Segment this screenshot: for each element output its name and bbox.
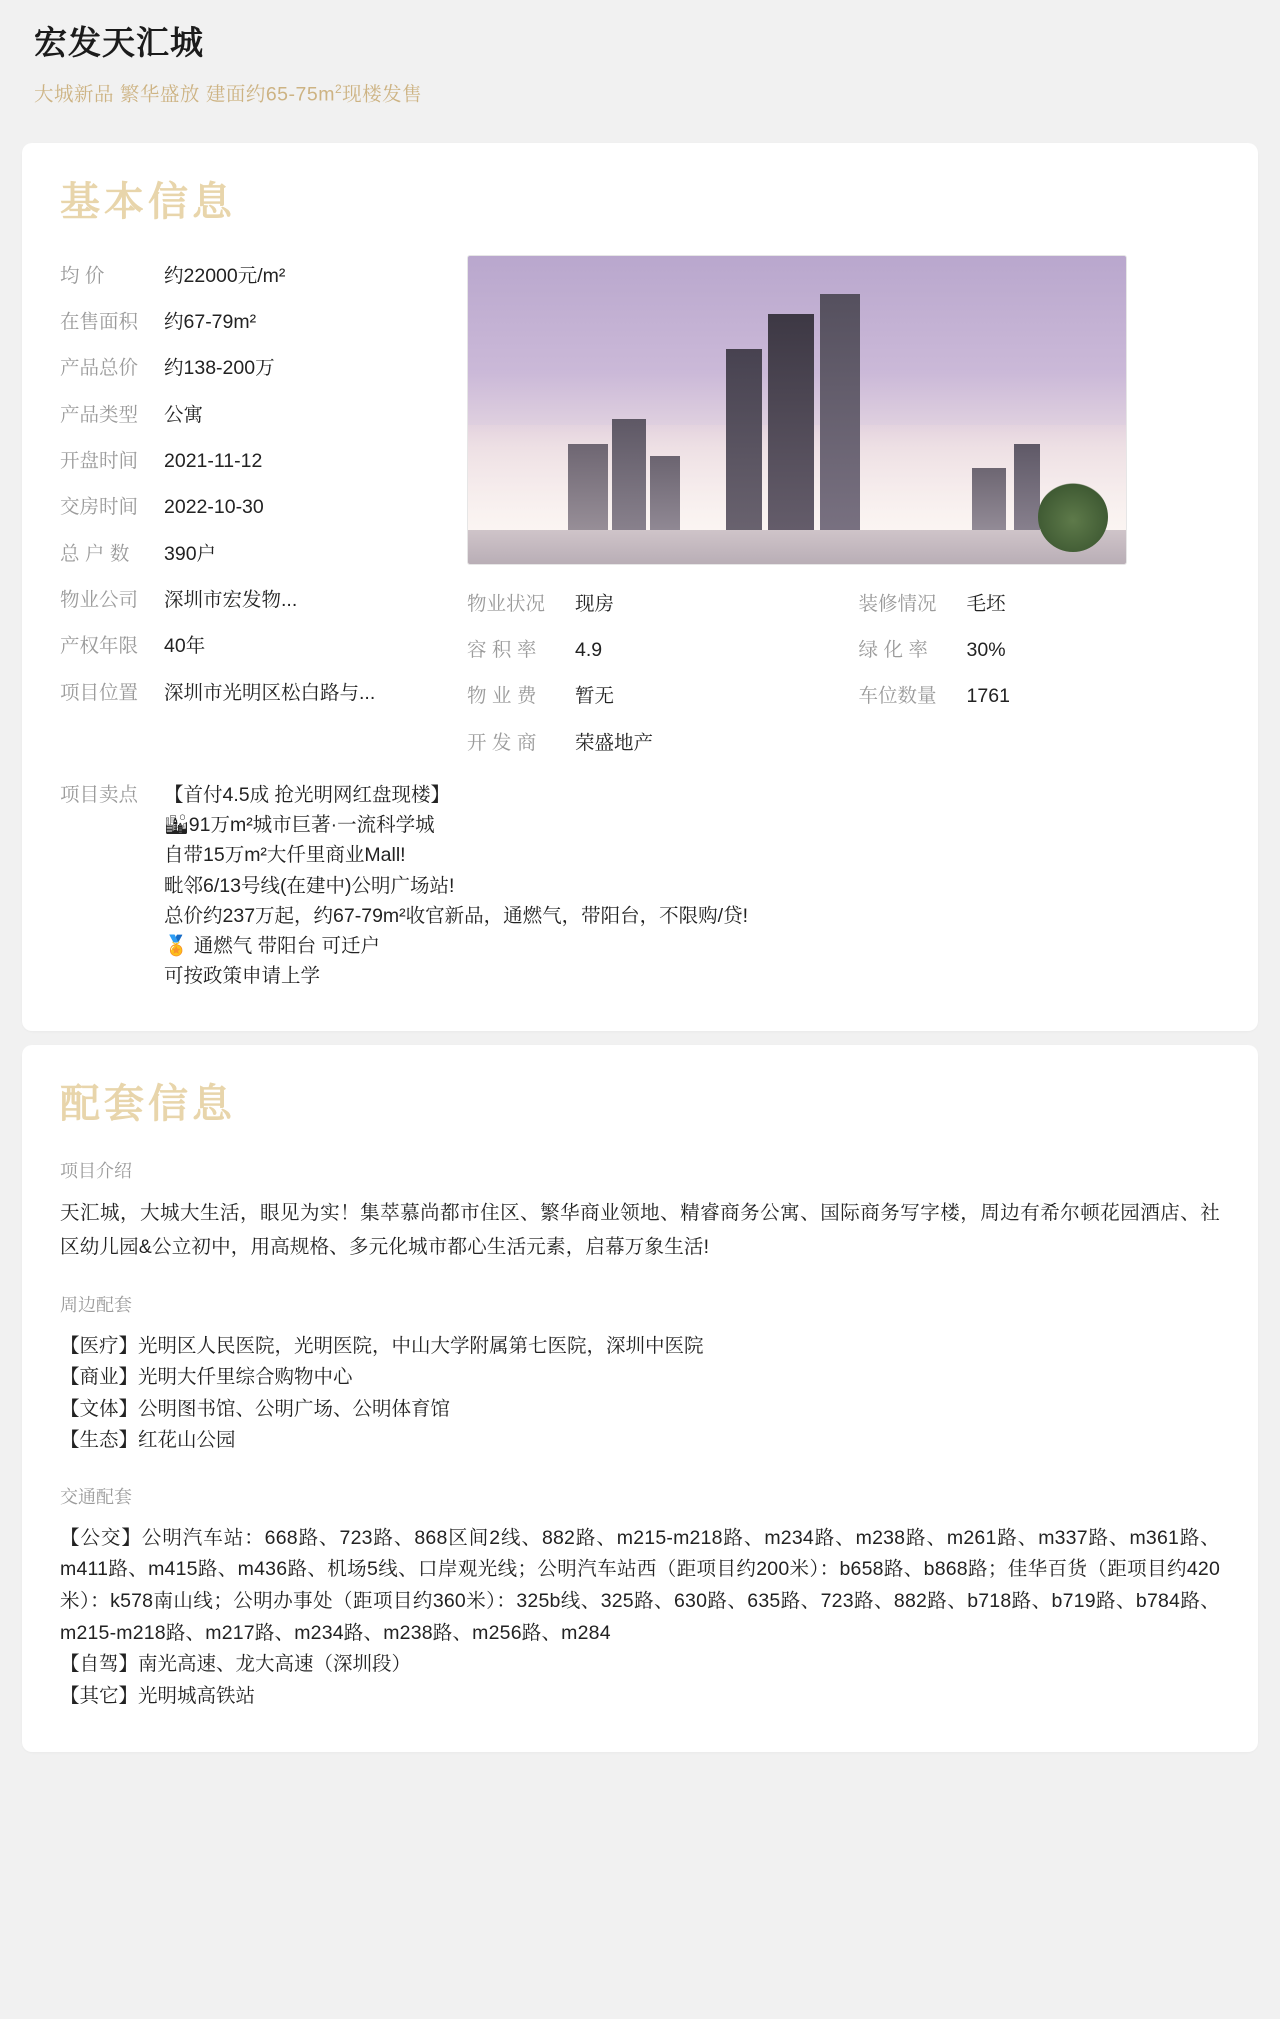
table-row	[60, 541, 455, 567]
row-value: 2022-10-30	[164, 496, 264, 519]
row-label: 产品类型	[60, 403, 139, 426]
list-item: 毗邻6/13号线(在建中)公明广场站!	[164, 874, 455, 897]
tree-icon	[1038, 482, 1108, 552]
selling-points-list	[164, 780, 748, 992]
around-list	[60, 1331, 1220, 1457]
row-value: 2021-11-12	[164, 449, 263, 472]
ground-plane	[468, 530, 1126, 564]
building-silhouette	[768, 314, 814, 564]
list-item: 自带15万m²大仟里商业Mall!	[164, 844, 406, 867]
intro-text: 天汇城，大城大生活，眼见为实！集萃慕尚都市住区、繁华商业领地、精睿商务公寓、国际商务写字楼，周边有希尔顿花园酒店、社区幼儿园&公立初中，用高规格、多元化城市都心生活元素，启幕万象生活!	[60, 1202, 1220, 1258]
row-value: 暂无	[575, 685, 615, 708]
list-item: 可按政策申请上学	[164, 965, 321, 988]
table-row	[60, 633, 455, 659]
table-row	[60, 402, 455, 428]
row-value: 深圳市宏发物...	[164, 588, 298, 611]
row-value: 公寓	[164, 403, 204, 426]
page-subtitle	[34, 81, 1246, 109]
row-value: 4.9	[575, 639, 603, 661]
list-item: 【其它】光明城高铁站	[60, 1684, 256, 1707]
row-label: 物业公司	[60, 588, 139, 611]
row-label: 车位数量	[858, 685, 937, 708]
basic-info-col-b	[859, 591, 1220, 776]
table-row	[859, 637, 1220, 663]
row-label: 产权年限	[60, 635, 139, 658]
row-label: 装修情况	[858, 592, 937, 615]
row-label: 均 价	[60, 264, 105, 287]
basic-info-right-rows	[467, 591, 1220, 776]
table-row	[859, 591, 1220, 617]
table-row	[60, 309, 455, 335]
row-label: 在售面积	[60, 311, 139, 333]
row-label: 物业状况	[467, 592, 546, 615]
row-value: 30%	[966, 639, 1006, 661]
list-item: 【自驾】南光高速、龙大高速（深圳段）	[60, 1653, 412, 1676]
list-item: 【生态】红花山公园	[60, 1429, 236, 1452]
row-value: 毛坯	[966, 592, 1006, 615]
list-item: 【文体】公明图书馆、公明广场、公明体育馆	[60, 1397, 451, 1420]
row-label: 交房时间	[60, 496, 139, 519]
row-label: 物 业 费	[467, 685, 537, 708]
building-silhouette	[820, 294, 860, 564]
page-title: 宏发天汇城	[34, 24, 204, 61]
list-item: 【首付4.5成 抢光明网红盘现楼】	[164, 783, 451, 806]
table-row	[60, 263, 455, 289]
table-row	[467, 683, 859, 709]
table-row	[60, 680, 455, 706]
basic-info-col-a	[467, 591, 859, 776]
row-label: 开盘时间	[60, 449, 139, 472]
table-row	[467, 637, 859, 663]
selling-points-label: 项目卖点	[60, 783, 139, 806]
basic-info-card	[22, 143, 1258, 1032]
row-value: 约67-79m²	[164, 311, 257, 333]
row-value: 40年	[164, 635, 206, 658]
row-value: 深圳市光明区松白路与...	[164, 681, 376, 704]
selling-points-block	[60, 780, 1220, 992]
list-item: 🏙91万m²城市巨著·一流科学城	[164, 814, 435, 837]
row-label: 总 户 数	[60, 542, 130, 565]
basic-info-title: 基本信息	[60, 179, 236, 224]
table-row	[467, 730, 859, 756]
subtitle-text: 大城新品 繁华盛放 建面约65-75m	[34, 83, 335, 106]
table-row	[60, 494, 455, 520]
table-row	[60, 355, 455, 381]
row-label: 容 积 率	[467, 639, 537, 661]
row-label: 项目位置	[60, 681, 139, 704]
row-label: 产品总价	[60, 357, 139, 380]
list-item: 【商业】光明大仟里综合购物中心	[60, 1366, 353, 1389]
list-item: 🏅 通燃气 带阳台 可迁户	[164, 935, 381, 958]
page-header	[22, 0, 1258, 129]
basic-info-top	[60, 255, 1220, 776]
list-item: 【医疗】光明区人民医院，光明医院，中山大学附属第七医院，深圳中医院	[60, 1334, 704, 1357]
row-value: 1761	[966, 685, 1010, 708]
intro-label: 项目介绍	[60, 1161, 132, 1182]
row-value: 现房	[575, 592, 615, 615]
property-render-image	[467, 255, 1127, 565]
basic-info-left-column	[60, 255, 455, 726]
list-item: 总价约237万起，约67-79m²收官新品，通燃气，带阳台，不限购/贷!	[164, 904, 748, 927]
table-row	[60, 587, 455, 613]
table-row	[467, 591, 859, 617]
around-label: 周边配套	[60, 1294, 132, 1315]
traffic-label: 交通配套	[60, 1486, 132, 1507]
facilities-title: 配套信息	[60, 1082, 236, 1127]
subtitle-superscript: 2	[334, 81, 343, 96]
row-label: 开 发 商	[467, 731, 537, 754]
row-value: 荣盛地产	[575, 731, 654, 754]
facilities-card	[22, 1045, 1258, 1752]
row-value: 约138-200万	[164, 357, 275, 380]
table-row	[859, 683, 1220, 709]
table-row	[60, 448, 455, 474]
row-value: 390户	[164, 542, 217, 565]
subtitle-text-end: 现楼发售	[342, 83, 423, 106]
row-value: 约22000元/m²	[164, 264, 286, 287]
list-item: 【公交】公明汽车站：668路、723路、868区间2线、882路、m215-m218路、m234路、m238路、m261路、m337路、m361路、m411路、m415路、m436路、机场5线、口岸观光线；公明汽车站西（距项目约200米）：b658路、b868路；佳华百货（距项目约420米）：k578南山线；公明办事处（距项目约360米）：325b线、325路、630路、635路、723路、882路、b718路、b719路、b784路、m215-m218路、m217路、m234路、m238路、m256路、m284	[60, 1526, 1220, 1644]
traffic-list	[60, 1523, 1220, 1712]
basic-info-right-column	[455, 255, 1220, 776]
row-label: 绿 化 率	[858, 639, 928, 661]
